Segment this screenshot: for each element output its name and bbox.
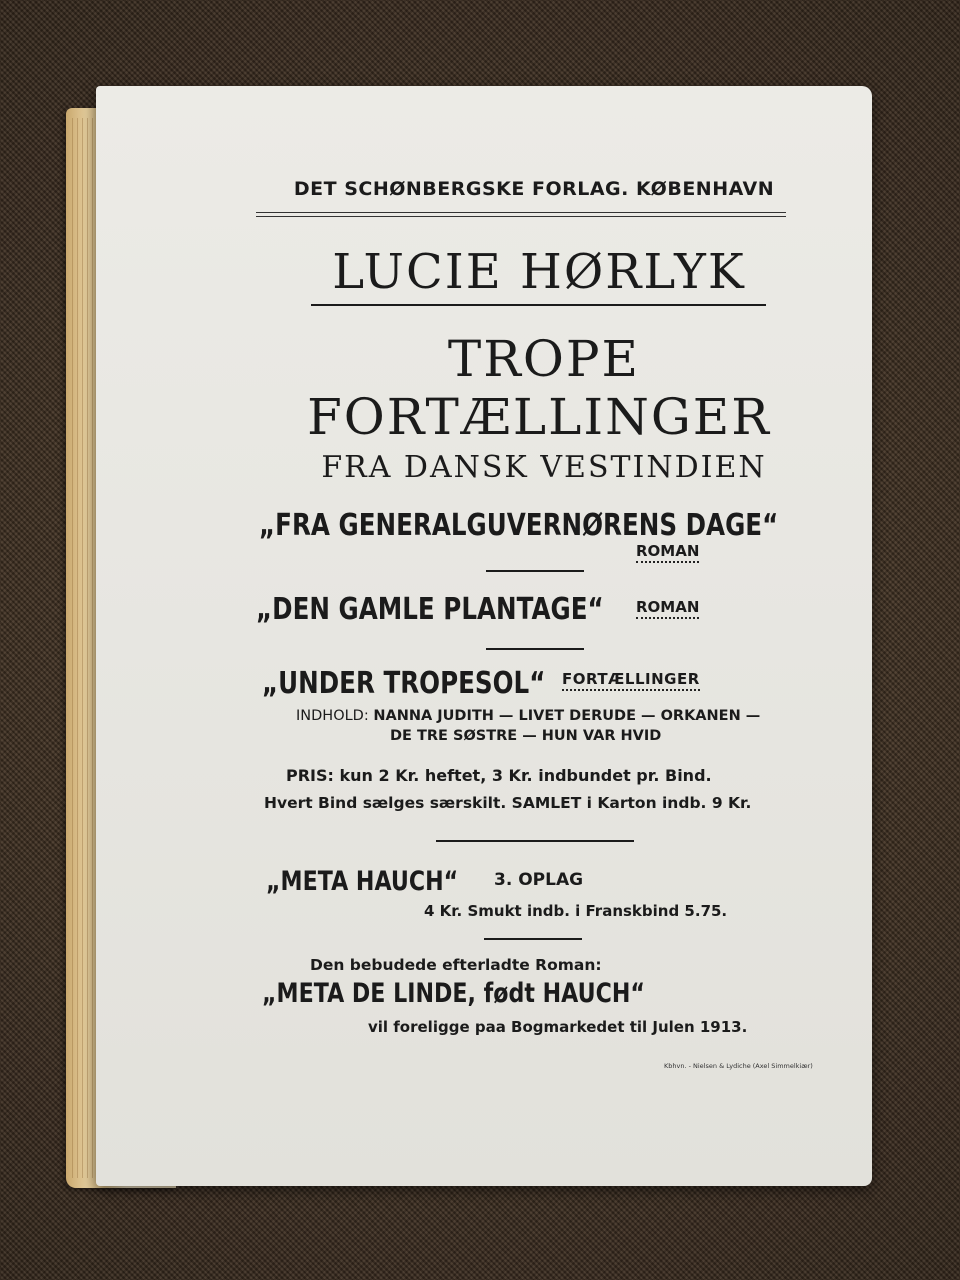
contents-row-1 [296, 708, 760, 724]
divider-2 [486, 648, 584, 650]
author-name: LUCIE HØRLYK [332, 244, 746, 300]
publisher-rule-top [256, 212, 786, 213]
book-1-row [196, 508, 842, 543]
price-line-1: PRIS: kun 2 Kr. heftet, 3 Kr. indbundet pr. Bind. [286, 766, 712, 785]
divider-1 [486, 570, 584, 572]
meta-hauch-title: „META HAUCH“ [266, 866, 459, 897]
contents-line-1: NANNA JUDITH — LIVET DERUDE — ORKANEN — [373, 708, 761, 724]
book-1-genre [636, 542, 699, 560]
book-1-genre-label: ROMAN [636, 542, 699, 563]
meta-hauch-edition: 3. OPLAG [494, 870, 584, 890]
divider-3 [436, 840, 634, 842]
announcement-title: „META DE LINDE, født HAUCH“ [262, 978, 645, 1009]
series-title-line-1: TROPE [447, 330, 641, 388]
price-line-2: Hvert Bind sælges særskilt. SAMLET i Karton indb. 9 Kr. [264, 794, 752, 812]
book-2-genre [636, 598, 699, 616]
divider-4 [484, 938, 582, 940]
contents-line-2: DE TRE SØSTRE — HUN VAR HVID [390, 728, 662, 744]
book-3-title: „UNDER TROPESOL“ [262, 666, 546, 701]
publisher-line: DET SCHØNBERGSKE FORLAG. KØBENHAVN [293, 178, 775, 200]
book-1-title: „FRA GENERALGUVERNØRENS DAGE“ [259, 508, 779, 543]
book-3-genre [562, 670, 700, 688]
announcement-note: vil foreligge paa Bogmarkedet til Julen 1913. [368, 1018, 748, 1036]
book-3-genre-label: FORTÆLLINGER [562, 670, 700, 691]
publisher-rule-bottom [256, 216, 786, 217]
meta-hauch-price: 4 Kr. Smukt indb. i Franskbind 5.75. [424, 902, 728, 920]
book-2-title: „DEN GAMLE PLANTAGE“ [256, 592, 604, 627]
author-underline [311, 304, 766, 306]
printer-imprint: Kbhvn. - Nielsen & Lydiche (Axel Simmelkiær) [664, 1062, 813, 1070]
contents-label: INDHOLD: [296, 708, 369, 724]
book-2-genre-label: ROMAN [636, 598, 699, 619]
book-back-cover [96, 86, 872, 1186]
series-subtitle: FRA DANSK VESTINDIEN [321, 450, 767, 485]
announcement-line: Den bebudede efterladte Roman: [310, 956, 602, 974]
series-title-line-2: FORTÆLLINGER [307, 388, 771, 446]
